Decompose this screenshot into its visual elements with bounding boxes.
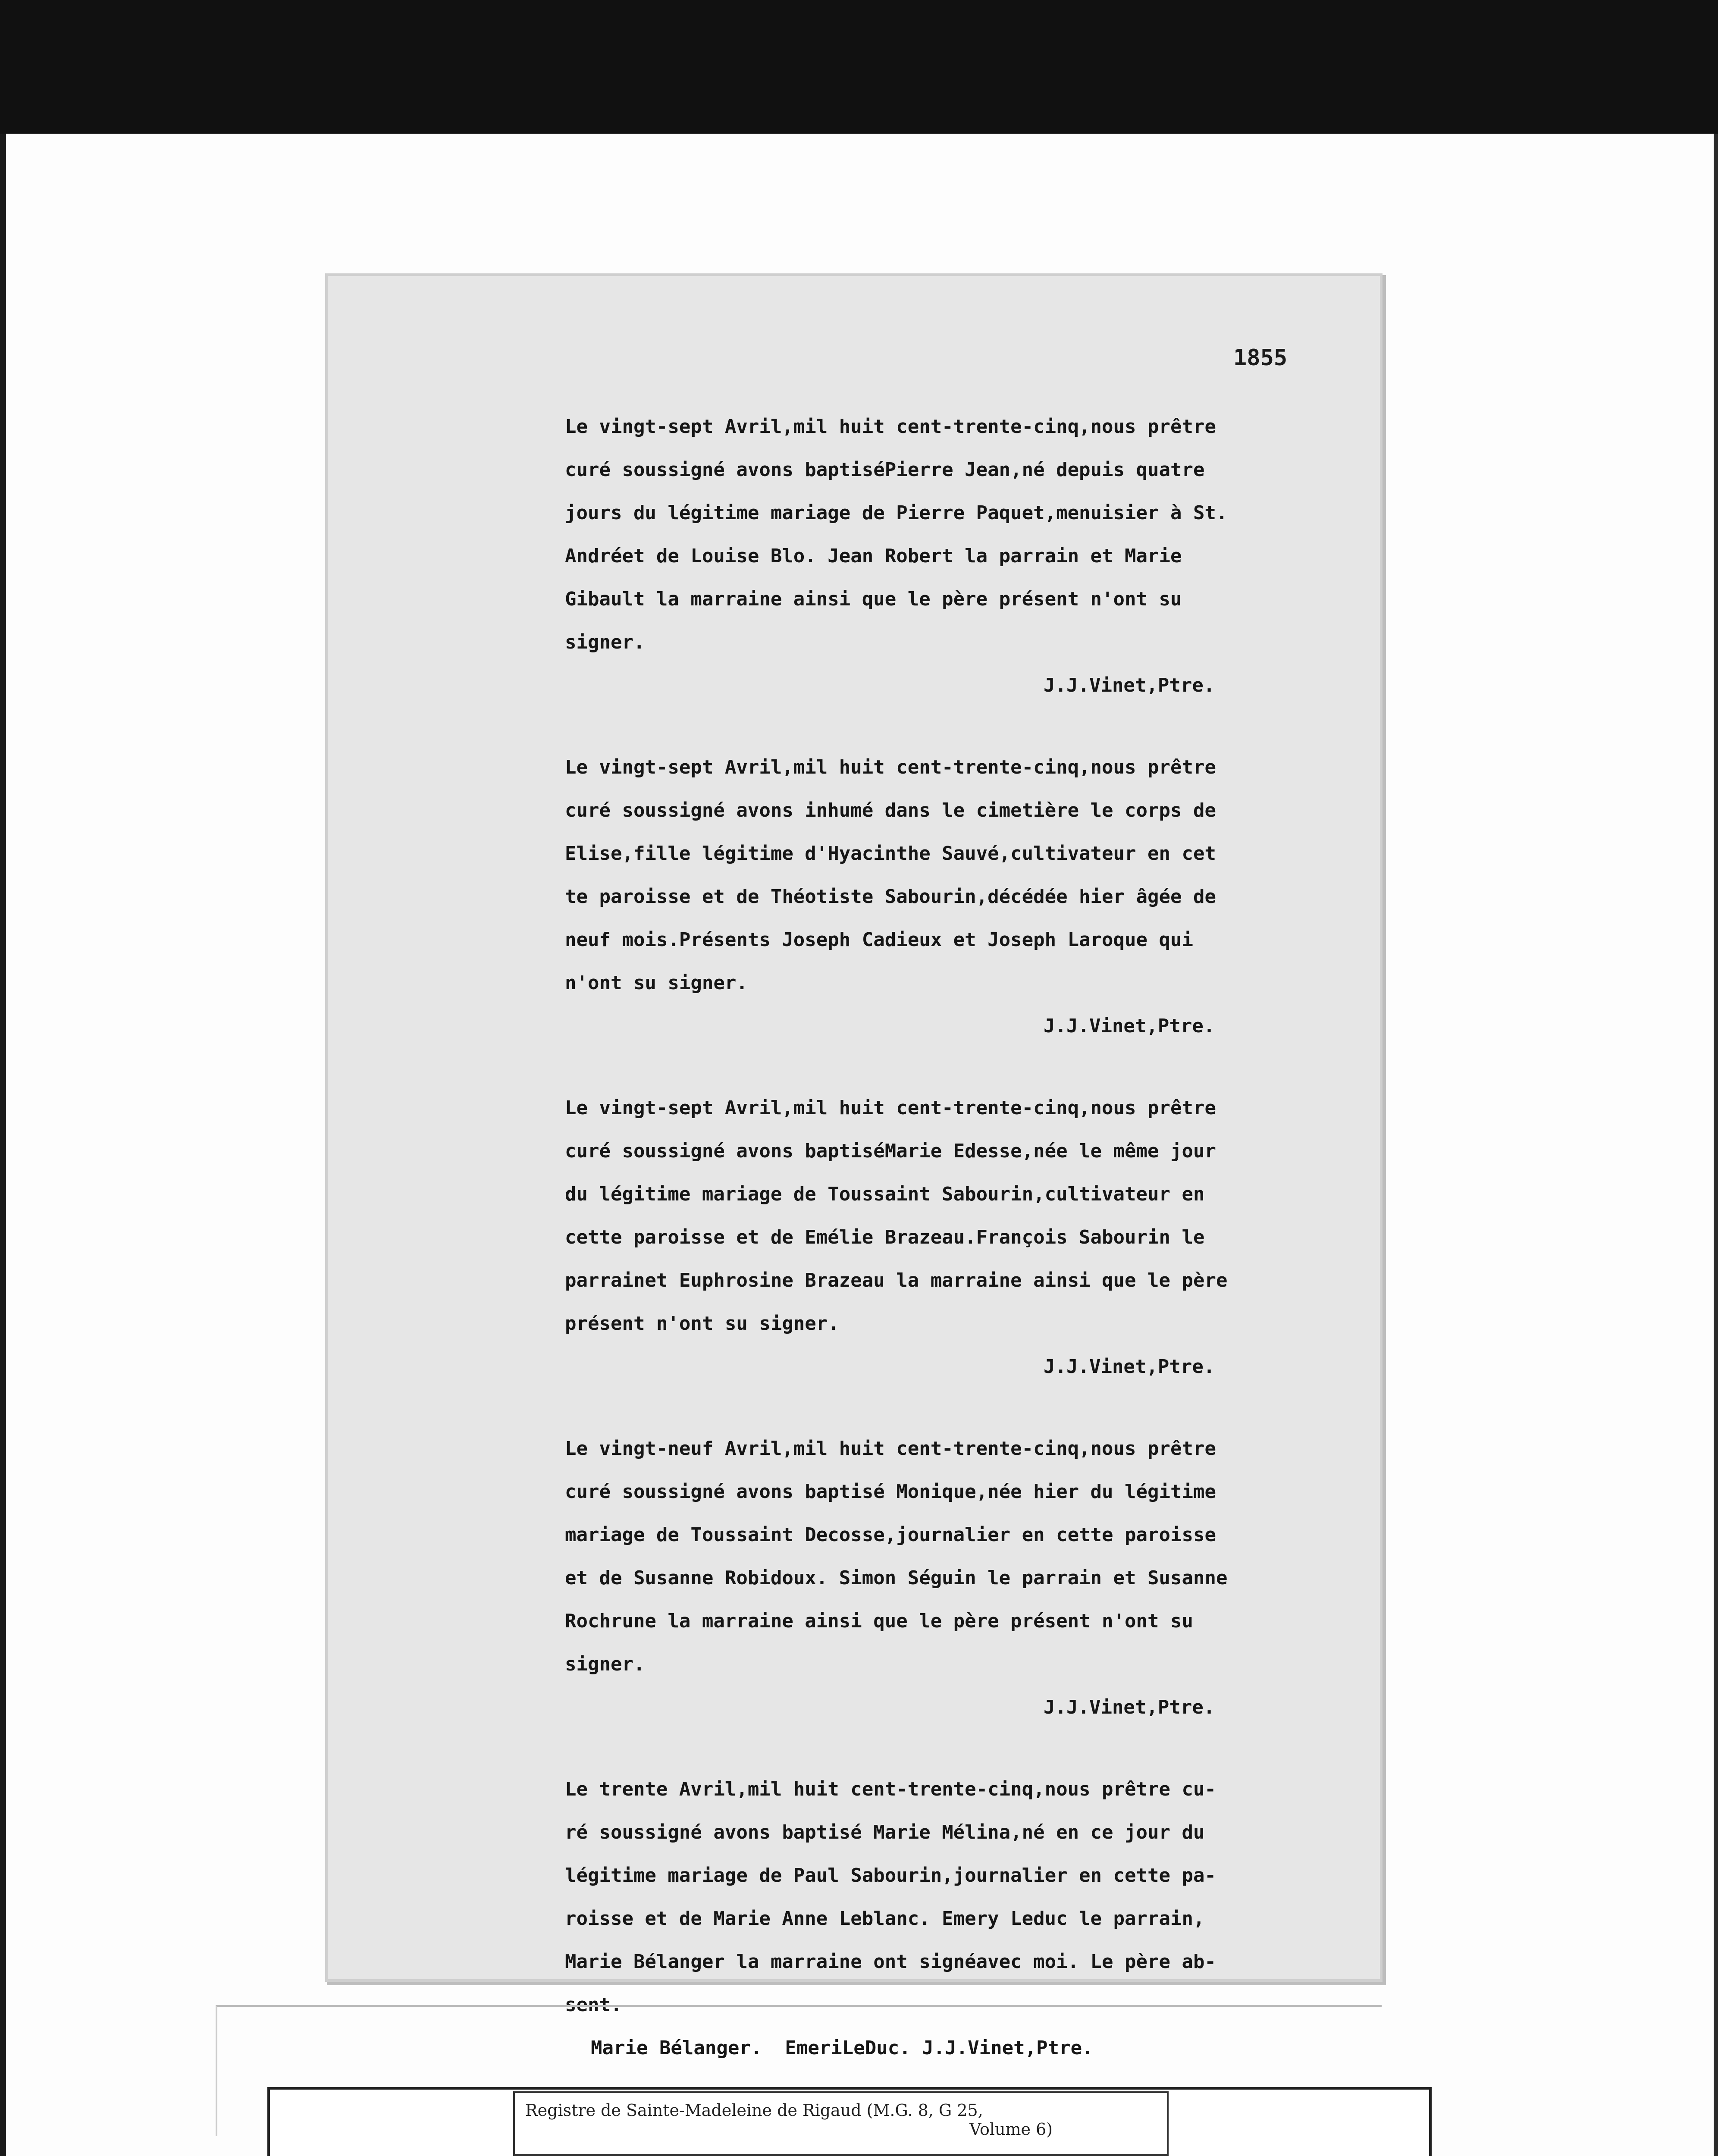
entry-line: Le trente Avril,mil huit cent-trente-cinq,nous prêtre cu- (565, 1778, 1216, 1800)
register-entry (565, 1087, 1358, 1388)
entry-line: Le vingt-neuf Avril,mil huit cent-trente-cinq,nous prêtre (565, 1438, 1216, 1460)
register-entry (565, 405, 1358, 707)
entry-signature: J.J.Vinet,Ptre. (1044, 1696, 1215, 1718)
entry-line: présent n'ont su signer. (565, 1313, 839, 1335)
entry-line: Le vingt-sept Avril,mil huit cent-trente-cinq,nous prêtre (565, 1097, 1216, 1119)
entry-line: ré soussigné avons baptisé Marie Mélina,né en ce jour du (565, 1821, 1205, 1843)
entry-line: signer. (565, 1653, 645, 1675)
entry-line: curé soussigné avons baptisé Monique,née hier du légitime (565, 1481, 1216, 1503)
entry-line: jours du légitime mariage de Pierre Paquet,menuisier à St. (565, 502, 1228, 524)
entry-signature: J.J.Vinet,Ptre. (1044, 1356, 1215, 1378)
entry-line: Le vingt-sept Avril,mil huit cent-trente-cinq,nous prêtre (565, 756, 1216, 778)
entry-line: neuf mois.Présents Joseph Cadieux et Joseph Laroque qui (565, 929, 1193, 951)
register-entries (565, 405, 1358, 2109)
entry-line: signer. (565, 631, 645, 653)
entry-line: mariage de Toussaint Decosse,journalier en cette paroisse (565, 1524, 1216, 1546)
entry-line: sent. (565, 1994, 622, 2016)
entry-line: du légitime mariage de Toussaint Sabourin,cultivateur en (565, 1183, 1205, 1205)
entry-line: Le vingt-sept Avril,mil huit cent-trente-cinq,nous prêtre (565, 416, 1216, 438)
entry-line: Gibault la marraine ainsi que le père présent n'ont su (565, 588, 1182, 610)
entry-line: curé soussigné avons inhumé dans le cimetière le corps de (565, 799, 1216, 821)
entry-line: cette paroisse et de Emélie Brazeau.François Sabourin le (565, 1226, 1205, 1248)
registry-volume: Volume 6) (969, 2120, 1053, 2139)
entry-signature: J.J.Vinet,Ptre. (1044, 674, 1215, 696)
entry-line: Rochrune la marraine ainsi que le père présent n'ont su (565, 1610, 1193, 1632)
page-number: 1855 (1233, 345, 1288, 371)
entry-line: roisse et de Marie Anne Leblanc. Emery Leduc le parrain, (565, 1908, 1205, 1930)
entry-signature: Marie Bélanger. EmeriLeDuc. J.J.Vinet,Ptre. (591, 2037, 1094, 2059)
entry-line: Andréet de Louise Blo. Jean Robert la parrain et Marie (565, 545, 1182, 567)
register-page (328, 276, 1380, 2059)
entry-line: n'ont su signer. (565, 972, 748, 994)
entry-line: légitime mariage de Paul Sabourin,journalier en cette pa- (565, 1865, 1216, 1887)
entry-line: curé soussigné avons baptiséPierre Jean,né depuis quatre (565, 459, 1205, 481)
entry-line: curé soussigné avons baptiséMarie Edesse,née le même jour (565, 1140, 1216, 1162)
register-entry (565, 1427, 1358, 1729)
film-left-edge (0, 134, 6, 2156)
entry-line: Marie Bélanger la marraine ont signéavec moi. Le père ab- (565, 1951, 1216, 1973)
registry-title: Registre de Sainte-Madeleine de Rigaud (M.G. 8, G 25, (525, 2101, 983, 2120)
registry-slip (513, 2091, 1169, 2156)
register-entry (565, 746, 1358, 1048)
entry-line: te paroisse et de Théotiste Sabourin,décédée hier âgée de (565, 886, 1216, 908)
entry-line: parrainet Euphrosine Brazeau la marraine ainsi que le père (565, 1269, 1228, 1291)
film-top-band (0, 0, 1718, 134)
film-right-edge (1714, 134, 1718, 2156)
entry-signature: J.J.Vinet,Ptre. (1044, 1015, 1215, 1037)
entry-line: et de Susanne Robidoux. Simon Séguin le parrain et Susanne (565, 1567, 1228, 1589)
entry-line: Elise,fille légitime d'Hyacinthe Sauvé,cultivateur en cet (565, 843, 1216, 865)
